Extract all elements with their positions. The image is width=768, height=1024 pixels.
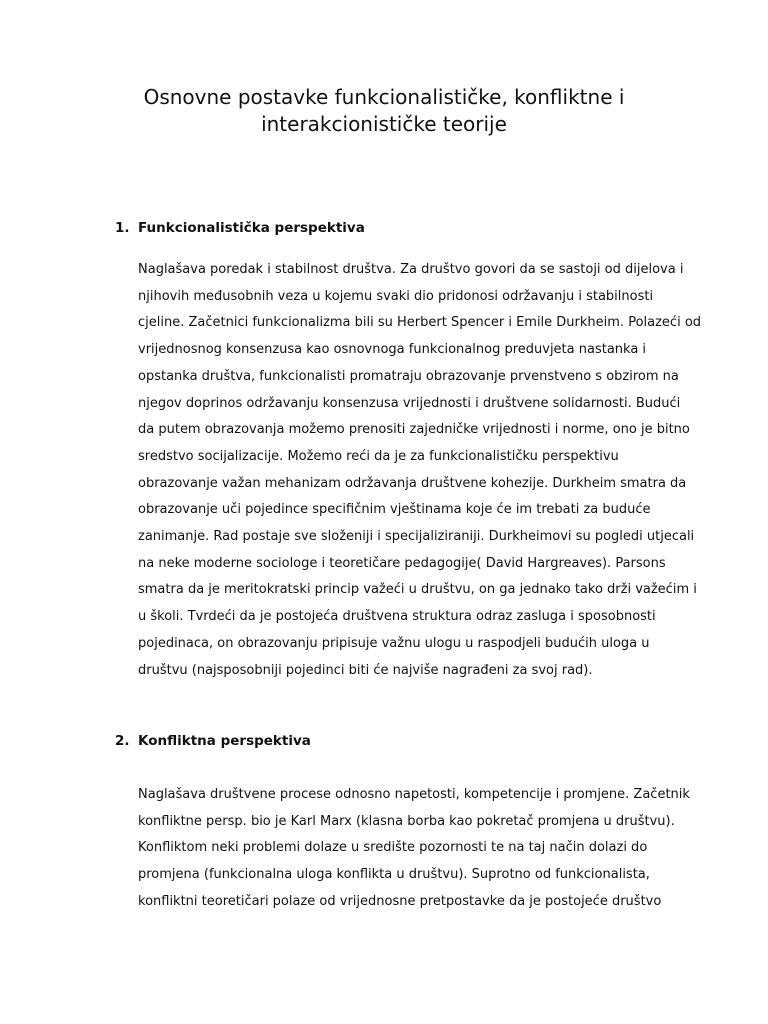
paragraph-line: opstanka društva, funkcionalisti promatraju obrazovanje prvenstveno s obzirom na xyxy=(138,368,679,384)
paragraph-line: zanimanje. Rad postaje sve složeniji i specijaliziraniji. Durkheimovi su pogledi utjecali xyxy=(138,529,695,545)
paragraph-line: obrazovanje uči pojedince specifičnim vještinama koje će im trebati za buduće xyxy=(138,502,651,518)
paragraph-line: njihovih međusobnih veza u kojemu svaki dio pridonosi održavanju i stabilnosti xyxy=(138,288,654,304)
section-heading-conflict xyxy=(115,733,311,749)
paragraph-line: sredstvo socijalizacije. Možemo reći da je za funkcionalističku perspektivu xyxy=(138,448,619,464)
section-heading-functionalist xyxy=(115,220,365,236)
paragraph-line: smatra da je meritokratski princip važeći u društvu, on ga jednako tako drži važećim i xyxy=(138,582,697,598)
paragraph-line: cjeline. Začetnici funkcionalizma bili su Herbert Spencer i Emile Durkheim. Polazeći od xyxy=(138,315,702,331)
document-title-line: Osnovne postavke funkcionalističke, konfliktne i xyxy=(143,85,625,109)
paragraph-line: njegov doprinos održavanju konsenzusa vrijednosti i društvene solidarnosti. Budući xyxy=(138,395,681,411)
paragraph-line: na neke moderne sociologe i teoretičare pedagogije( David Hargreaves). Parsons xyxy=(138,555,666,571)
paragraph-line: Konfliktom neki problemi dolaze u središte pozornosti te na taj način dolazi do xyxy=(138,840,648,856)
paragraph-line: Naglašava društvene procese odnosno napetosti, kompetencije i promjene. Začetnik xyxy=(138,787,690,802)
paragraph-line: konfliktni teoretičari polaze od vrijednosne pretpostavke da je postojeće društvo xyxy=(138,893,662,909)
section-number: 1. xyxy=(115,220,130,236)
section-heading-text: Funkcionalistička perspektiva xyxy=(138,220,365,236)
section-number: 2. xyxy=(115,733,130,749)
document-title-line: interakcionističke teorije xyxy=(261,112,507,136)
paragraph-line: vrijednosnog konsenzusa kao osnovnoga funkcionalnog preduvjeta nastanka i xyxy=(138,342,647,358)
paragraph-line: promjena (funkcionalna uloga konflikta u društvu). Suprotno od funkcionalista, xyxy=(138,867,650,883)
section-heading-text: Konfliktna perspektiva xyxy=(138,733,311,749)
section-paragraph-conflict xyxy=(138,782,690,916)
paragraph-line: konfliktne persp. bio je Karl Marx (klasna borba kao pokretač promjena u društvu). xyxy=(138,813,675,829)
section-paragraph-functionalist xyxy=(138,257,702,684)
paragraph-line: u školi. Tvrdeći da je postojeća društvena struktura odraz zasluga i sposobnosti xyxy=(138,609,656,625)
paragraph-line: društvu (najsposobniji pojedinci biti će najviše nagrađeni za svoj rad). xyxy=(138,662,593,678)
paragraph-line: obrazovanje važan mehanizam održavanja društvene kohezije. Durkheim smatra da xyxy=(138,475,687,491)
paragraph-line: pojedinaca, on obrazovanju pripisuje važnu ulogu u raspodjeli budućih uloga u xyxy=(138,635,650,651)
paragraph-line: da putem obrazovanja možemo prenositi zajedničke vrijednosti i norme, ono je bitno xyxy=(138,422,690,438)
paragraph-line: Naglašava poredak i stabilnost društva. Za društvo govori da se sastoji od dijelova i xyxy=(138,262,684,277)
document-title xyxy=(100,84,668,138)
